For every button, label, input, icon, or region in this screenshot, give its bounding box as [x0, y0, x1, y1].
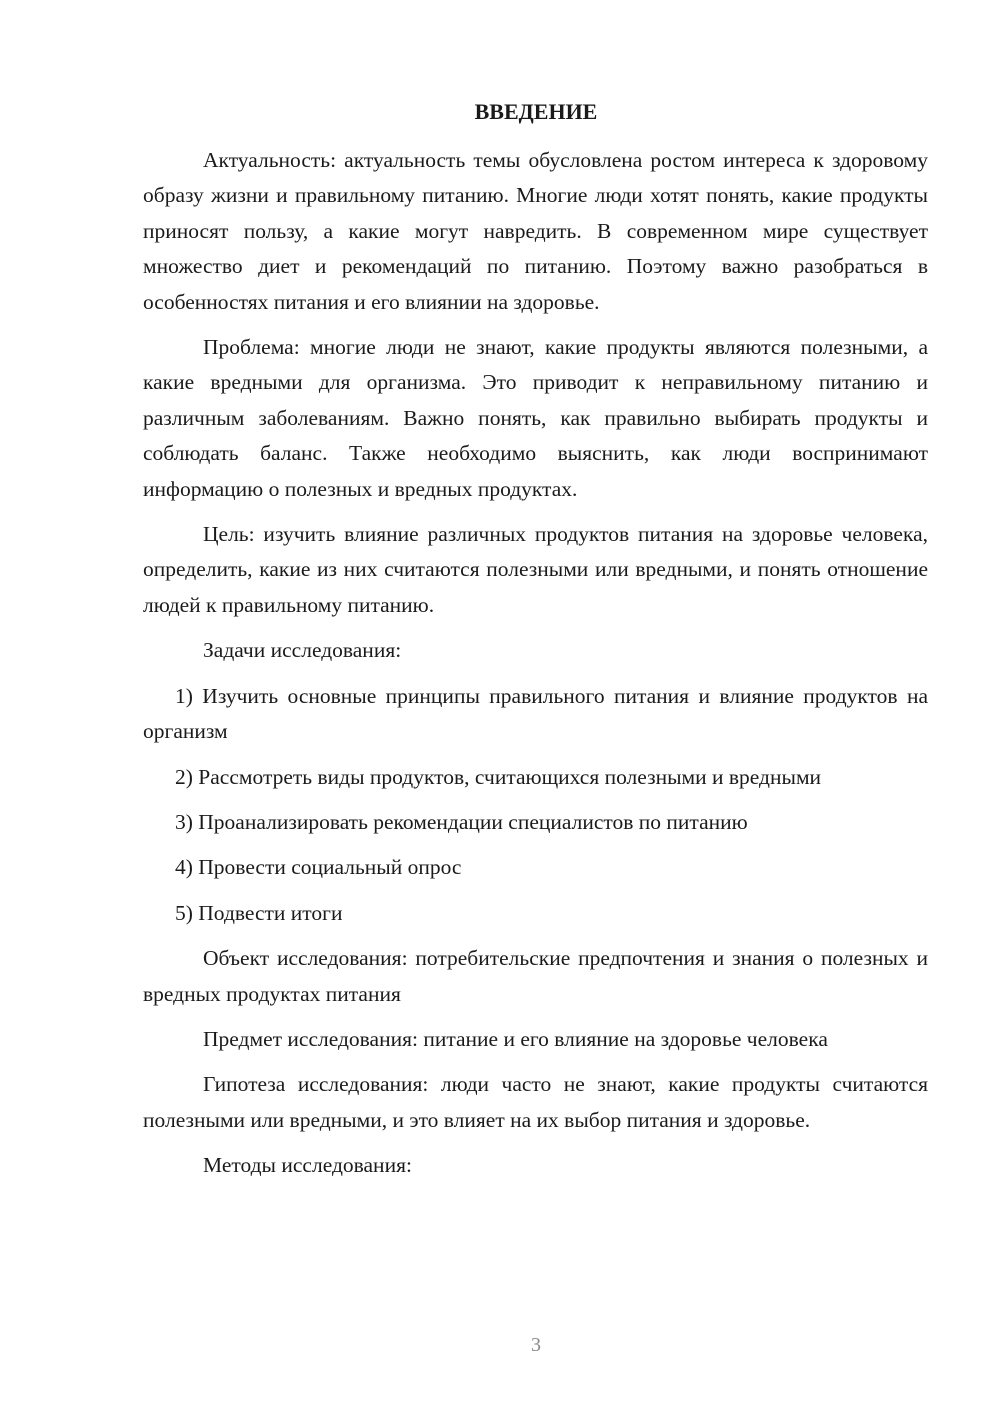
- page-title: ВВЕДЕНИЕ: [474, 99, 598, 124]
- task-item: 2) Рассмотреть виды продуктов, считающихся полезными и вредными: [175, 764, 822, 789]
- task-item: 1) Изучить основные принципы правильного питания и влияние продуктов на организм: [143, 683, 928, 744]
- methods-heading: Методы исследования:: [203, 1153, 412, 1178]
- tasks-heading: Задачи исследования:: [203, 638, 402, 663]
- paragraph-problem: Проблема: многие люди не знают, какие продукты являются полезными, а какие вредными для организма. Это приводит к неправильному питанию и различным заболеваниям. Важно понять, как правильно выбирать продукты и соблюдать баланс. Также необходимо выяснить, как люди воспринимают информацию о полезных и вредных продуктах.: [143, 335, 928, 501]
- task-item: 5) Подвести итоги: [175, 900, 343, 925]
- paragraph-relevance: Актуальность: актуальность темы обусловлена ростом интереса к здоровому образу жизни и правильному питанию. Многие люди хотят понять, какие продукты приносят пользу, а какие могут навредить. В современном мире существует множество диет и рекомендаций по питанию. Поэтому важно разобраться в особенностях питания и его влиянии на здоровье.: [143, 148, 928, 314]
- page-number: 3: [531, 1334, 541, 1356]
- document-body: [143, 143, 928, 1194]
- paragraph-hypothesis: Гипотеза исследования: люди часто не знают, какие продукты считаются полезными или вредными, и это влияет на их выбор питания и здоровье.: [143, 1072, 928, 1132]
- paragraph-subject: Предмет исследования: питание и его влияние на здоровье человека: [203, 1026, 828, 1051]
- paragraph-object: Объект исследования: потребительские предпочтения и знания о полезных и вредных продуктах питания: [143, 946, 928, 1006]
- task-item: 3) Проанализировать рекомендации специалистов по питанию: [175, 809, 748, 834]
- paragraph-goal: Цель: изучить влияние различных продуктов питания на здоровье человека, определить, какие из них считаются полезными или вредными, и понять отношение людей к правильному питанию.: [143, 522, 928, 617]
- task-item: 4) Провести социальный опрос: [175, 855, 462, 880]
